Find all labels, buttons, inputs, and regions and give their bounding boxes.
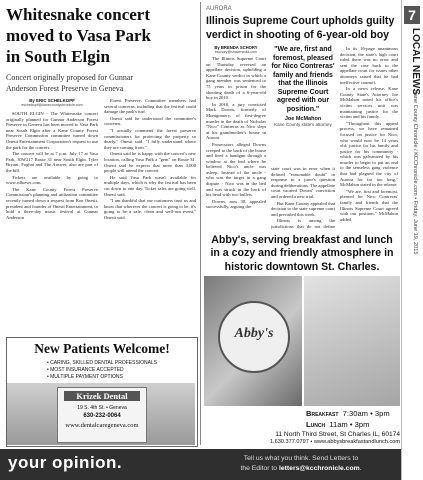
dental-ad-sign [57, 387, 147, 443]
footer-message [205, 454, 397, 473]
breakfast-hours: 7:30am • 3pm [342, 409, 390, 418]
right-article-col1 [206, 56, 266, 231]
right-article-col2 [271, 166, 335, 231]
footer-brand: your opinion. [8, 453, 123, 472]
left-article-col1 [6, 111, 98, 334]
paragraph: Onesti said he understood the committee's concerns. [104, 115, 196, 127]
left-subhead-line: Anderson Forest Preserve in Geneva [6, 83, 124, 93]
right-headline [206, 15, 398, 42]
footer-line2-post: . [359, 464, 362, 472]
right-headline-line: Illinois Supreme Court upholds guilty [206, 15, 395, 27]
left-byline-email: eschelkopf@kanecountychronicle.com [21, 103, 83, 107]
right-headline-line: verdict in shooting of 6-year-old boy [206, 28, 390, 41]
pull-quote-text: "We are, first and foremost, pleased for Nico Contreras' family and friends that the Illinois Supreme Court agreed with our position." [271, 46, 335, 113]
dental-ad-bullets [47, 360, 197, 381]
paragraph: The concert will be at 7 p.m. July 17 at Vasa Park, 30W217 Route 31 near South Elgin. Tyler Bryant, Foghat and The Answer, also are part of the bill. [6, 151, 98, 173]
paragraph: "We are, first and foremost, pleased for Nico Contreras' family and friends that the Illinois Supreme Court agreed with our position," McMahon added. [340, 188, 398, 222]
paragraph: Prosecutors alleged Downs creeped to the back of the house and fired a handgun through a window at the bed where he believed Nico's uncle was asleep. Instead of the uncle - who was the target in a gang dispute - Nico was in the bed and was struck in the back of his head with two bullets. [206, 141, 266, 198]
paragraph: Onesti said he is happy with the concert's new location, calling Vasa Park a "gem" on Route 31. Onesti said he expects that more than 3,000 people will attend the concert. [104, 151, 196, 174]
right-byline-email: bschory@shawmedia.com [214, 50, 258, 54]
left-byline-name: By ERIC SCHELKOPF [29, 98, 75, 103]
right-byline [206, 45, 266, 54]
sidebar-section-label: LOCAL NEWS [410, 28, 421, 96]
abbys-logo [218, 301, 290, 373]
abbys-ad-headline-line: Abby's, serving breakfast and lunch [211, 234, 393, 246]
paragraph: Downs, now 38, appealed successfully, arguing the [206, 198, 266, 210]
sidebar-paper-info: Kane County Chronicle / KCChronicle.com • Friday, June 19, 2015 [412, 90, 418, 255]
abbys-hours [306, 408, 402, 430]
dental-ad-title: New Patients Welcome! [34, 341, 170, 356]
footer-email-link[interactable]: letters@kcchronicle.com [278, 464, 360, 472]
footer-line2 [205, 464, 397, 474]
bullet-item: • MULTIPLE PAYMENT OPTIONS [47, 374, 123, 380]
footer-line2-pre: the Editor to [240, 464, 279, 472]
pull-quote-name: Joe McMahon [284, 116, 322, 122]
right-article-col3 [340, 46, 398, 231]
footer-bar [0, 449, 401, 480]
left-byline [6, 98, 98, 107]
section-label: AURORA [206, 6, 232, 12]
paragraph: But Kane County appealed that decision to the state supreme court and prevailed this week. [271, 200, 335, 217]
left-headline-line: Whitesnake concert [6, 5, 151, 24]
breakfast-label: Breakfast [306, 409, 339, 418]
lunch-row [306, 419, 402, 430]
paragraph: Illinois is among the jurisdictions that do not define [271, 218, 335, 229]
abbys-ad-photo [204, 276, 302, 406]
dental-ad-brand: Krizek Dental [64, 391, 140, 401]
paragraph: In its 16-page unanimous decision, the state's high court ruled there was no error and sent the case back to the appellate court for issues other attorneys raised that he had ineffective counsel. [340, 46, 398, 85]
left-subhead-line: Concert originally proposed for Gunnar [6, 73, 134, 82]
left-subhead [6, 73, 196, 94]
left-headline-line: in South Elgin [6, 47, 110, 66]
dental-ad-url[interactable]: www.dentalcaregeneva.com [65, 422, 139, 429]
paragraph: The Illinois Supreme Court on Thursday reversed an appellate decision, upholding a Kane County verdict in which a gang member was sentenced to 75 years in prison for the shooting death of a 6-year-old boy in 2010. [206, 56, 266, 101]
paragraph: Tickets are available by going to www.rdloews.com. [6, 174, 98, 186]
paragraph: Forest Preserve. Committee members had several concerns, including that the festival could damage the park's turf. [104, 98, 196, 115]
abbys-logo-text: Abby's [234, 326, 274, 341]
abbys-ad-headline [204, 234, 400, 274]
dental-ad-phone: 630-232-0064 [83, 413, 121, 419]
paragraph: In 2010, a jury convicted Mark Downs, formerly of Montgomery, of first-degree murder in the death of Nicholas "Nico" Contreras as Nico slept at his grandmother's house in Aurora. [206, 101, 266, 141]
paragraph: He said Vasa Park wasn't available for multiple days, which is why the festival has been cut down to one day. Ticket sales are going well, Onesti said. [104, 174, 196, 197]
lunch-hours: 11am • 3pm [329, 420, 370, 429]
abbys-contact[interactable]: 1.630.377.0797 • www.abbysbreakfastandlunch.com [269, 439, 400, 445]
dental-ad-photo [7, 383, 195, 445]
abbys-ad-headline-line: historic downtown St. Charles. [224, 260, 380, 273]
dental-ad-address: 19 S. 4th St. • Geneva [77, 405, 127, 411]
abbys-ad[interactable] [204, 233, 400, 445]
paragraph: "I actually commend the forest preserve commissioners for protecting the property so dearly," Onesti said. "I fully understand where they are coming from." [104, 127, 196, 150]
bullet-item: • CARING, SKILLED DENTAL PROFESSIONALS [47, 360, 158, 366]
paragraph: "I am thankful that our customers trust us and know that wherever the concert is going to be, it's going to be a safe, clean and well-run event," Onesti said. [104, 198, 196, 220]
dental-ad[interactable] [6, 337, 198, 447]
pull-quote [271, 46, 335, 162]
right-byline-name: By BRENDA SCHORY [214, 45, 258, 50]
paragraph: SOUTH ELGIN - The Whitesnake concert originally planned for Gunnar Anderson Forest Preserve in Geneva has been moved to Vasa Park near South Elgin after a Kane County Forest Preserve Commission committee turned down Onesti Entertainment Corporation's request to use the park for the concert. [6, 111, 98, 150]
bullet-item: • MOST INSURANCE ACCEPTED [47, 367, 124, 373]
page-number: 7 [404, 6, 420, 24]
left-headline-line: moved to Vasa Park [6, 26, 151, 45]
lunch-label: Lunch [306, 420, 326, 429]
column-divider [200, 2, 201, 445]
left-headline [6, 4, 196, 67]
pull-quote-title: Kane County state's attorney [274, 122, 332, 127]
breakfast-row [306, 408, 402, 419]
footer-line1: Tell us what you think. Send Letters to [243, 455, 359, 462]
paragraph: state court was in error when it defined "reasonable doubt" in response to a juror's question during deliberations. The appellate court vacated Downs' conviction and ordered a new trial. [271, 166, 335, 199]
paragraph: In a news release, Kane County State's Attorney Joe McMahon noted his office's victim services unit was maintaining justice for the victim and his family. [340, 86, 398, 120]
abbys-ad-photo-right [304, 276, 400, 406]
abbys-address: 11 North Third Street, St Charles IL, 60174 [275, 431, 400, 438]
abbys-ad-headline-line: in a cozy and friendly atmosphere in [210, 247, 394, 260]
left-article-col2 [104, 98, 196, 334]
paragraph: "Throughout this appeal process, we have remained focused on justice for Nico, who would now be 14 years old; justice for his family and justice for his community - which was galvanized by his murder to begin to put an end to the senseless gang violence that had plagued the city of Aurora for far too long," McMahon stated in the release. [340, 120, 398, 188]
paragraph: The Kane County Forest Preserve Commission's planning and utilization committee recently turned down a request from Ron Onesti, president and founder of Onesti Entertainment, to hold a three-day music festival at Gunnar Anderson [6, 186, 98, 220]
